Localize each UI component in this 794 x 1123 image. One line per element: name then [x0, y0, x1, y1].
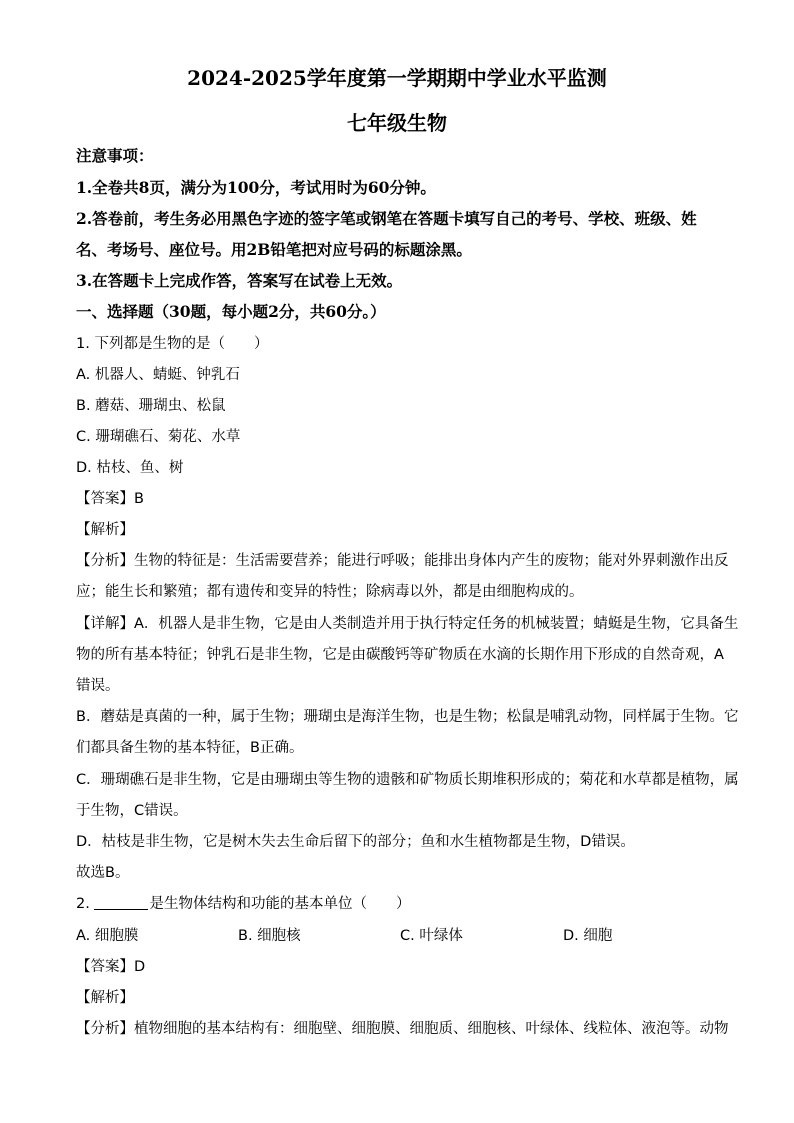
- question-1-option-d: D. 枯枝、鱼、树: [76, 460, 184, 476]
- question-1-analysis-line: 应；能生长和繁殖；都有遗传和变异的特性；除病毒以外，都是由细胞构成的。: [76, 584, 584, 600]
- question-1-option-b: B. 蘑菇、珊瑚虫、松鼠: [76, 398, 226, 414]
- notice-heading: 注意事项：: [76, 146, 154, 165]
- question-2-analysis-label: 【解析】: [76, 990, 134, 1006]
- question-1-analysis-line: 物的所有基本特征；钟乳石是非生物，它是由碳酸钙等矿物质在水滴的长期作用下形成的自然奇观，A: [76, 647, 724, 663]
- question-1-analysis-line: 错误。: [76, 678, 120, 694]
- question-2-answer: 【答案】D: [76, 959, 146, 975]
- notice-item: 1.全卷共8页，满分为100分，考试用时为60分钟。: [76, 178, 436, 197]
- question-2-option-a: A. 细胞膜: [76, 928, 139, 944]
- question-2-number: 2.: [76, 896, 95, 912]
- notice-item: 名、考场号、座位号。用2B铅笔把对应号码的标题涂黑。: [76, 240, 472, 259]
- notice-item: 2.答卷前，考生务必用黑色字迹的签字笔或钢笔在答题卡填写自己的考号、学校、班级、姓: [76, 209, 697, 228]
- question-1-answer: 【答案】B: [76, 491, 144, 507]
- question-2-analysis-line: 【分析】植物细胞的基本结构有：细胞壁、细胞膜、细胞质、细胞核、叶绿体、线粒体、液泡等。动物: [76, 1021, 729, 1037]
- question-1-analysis-line: 【详解】A．机器人是非生物，它是由人类制造并用于执行特定任务的机械装置；蜻蜓是生物，它具备生: [76, 616, 739, 632]
- question-1-analysis-label: 【解析】: [76, 522, 134, 538]
- question-2-text: 是生物体结构和功能的基本单位（ ）: [149, 896, 411, 912]
- fill-in-blank: [94, 895, 148, 910]
- question-1-analysis-line: D．枯枝是非生物，它是树木失去生命后留下的部分；鱼和水生植物都是生物，D错误。: [76, 834, 635, 850]
- question-1-analysis-line: B．蘑菇是真菌的一种，属于生物；珊瑚虫是海洋生物，也是生物；松鼠是哺乳动物，同样属于生物。它: [76, 709, 739, 725]
- question-1-analysis-line: 于生物，C错误。: [76, 803, 188, 819]
- question-1-conclusion: 故选B。: [76, 865, 130, 881]
- question-1-analysis-line: C．珊瑚礁石是非生物，它是由珊瑚虫等生物的遗骸和矿物质长期堆积形成的；菊花和水草都是植物，属: [76, 772, 739, 788]
- notice-item: 3.在答题卡上完成作答，答案写在试卷上无效。: [76, 271, 403, 290]
- exam-subtitle: 七年级生物: [347, 111, 447, 135]
- question-1-analysis-line: 们都具备生物的基本特征，B正确。: [76, 740, 304, 756]
- question-2-option-b: B. 细胞核: [238, 928, 301, 944]
- question-2-option-c: C. 叶绿体: [400, 928, 463, 944]
- exam-title: 2024-2025学年度第一学期期中学业水平监测: [187, 66, 607, 90]
- section-heading: 一、选择题（30题，每小题2分，共60分。）: [76, 302, 386, 321]
- question-1-analysis-line: 【分析】生物的特征是：生活需要营养；能进行呼吸；能排出身体内产生的废物；能对外界刺激作出反: [76, 553, 729, 569]
- question-1-option-a: A. 机器人、蜻蜓、钟乳石: [76, 367, 240, 383]
- question-1-stem: 1. 下列都是生物的是（ ）: [76, 336, 269, 352]
- question-2-stem: [76, 894, 716, 914]
- question-2-option-d: D. 细胞: [563, 928, 613, 944]
- question-1-option-c: C. 珊瑚礁石、菊花、水草: [76, 429, 241, 445]
